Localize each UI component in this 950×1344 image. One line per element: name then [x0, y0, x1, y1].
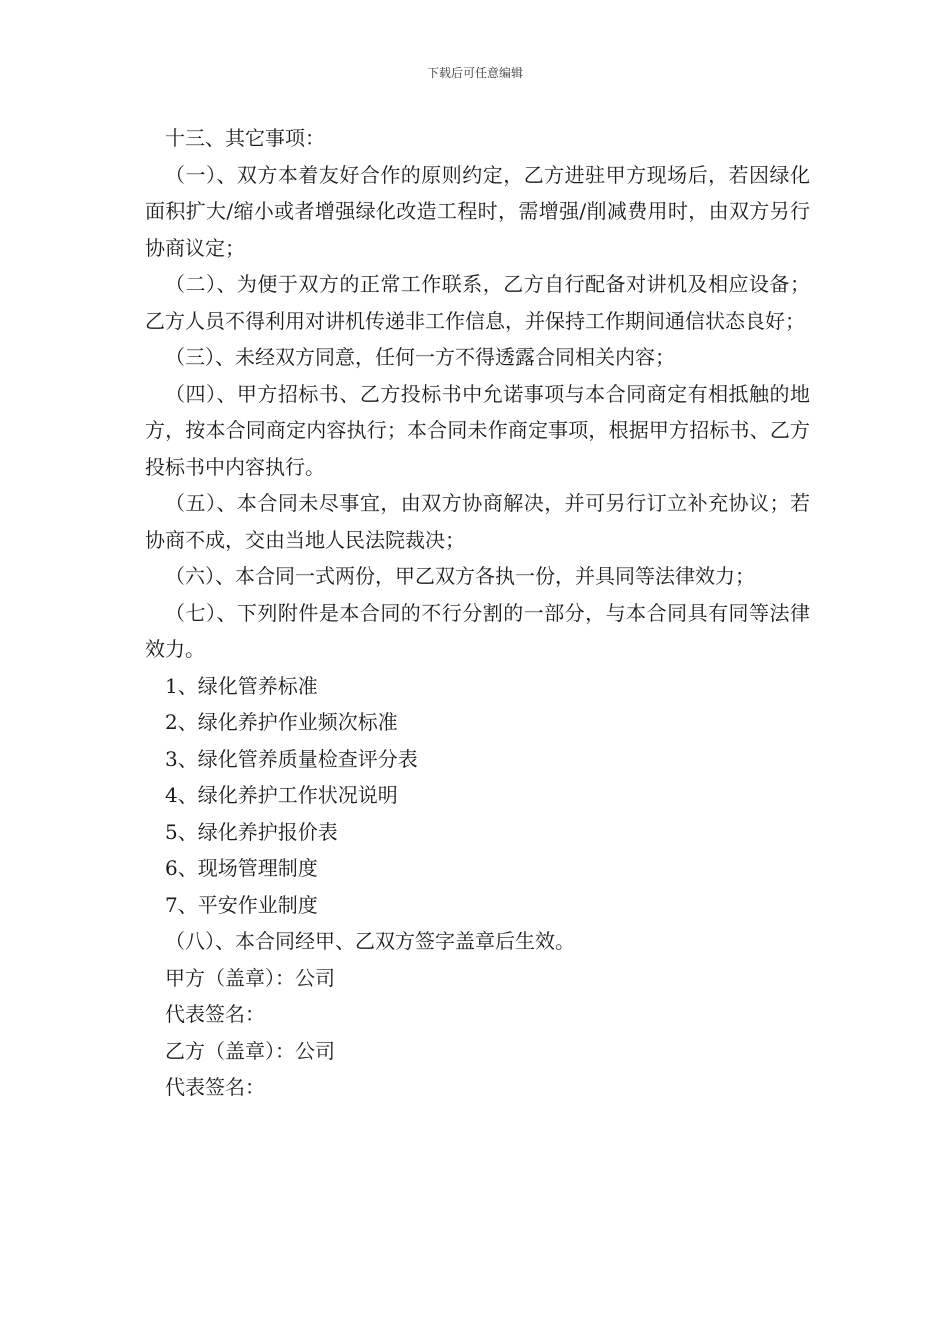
page-header-note: 下载后可任意编辑	[426, 66, 523, 80]
party-a-representative: 代表签名：	[165, 1002, 265, 1026]
attachment-item: 3、绿化管养质量检查评分表	[165, 746, 418, 771]
attachment-item: 7、平安作业制度	[165, 892, 318, 917]
paragraph-2: （二）、为便于双方的正常工作联系，乙方自行配备对讲机及相应设备；乙方人员不得利用对讲机传递非工作信息，并保持工作期间通信状态良好；	[145, 272, 810, 333]
paragraph-4: （四）、甲方招标书、乙方投标书中允诺事项与本合同商定有相抵触的地方，按本合同商定内容执行；本合同未作商定事项，根据甲方招标书、乙方投标书中内容执行。	[145, 381, 810, 479]
paragraph-7: （七）、下列附件是本合同的不行分割的一部分，与本合同具有同等法律效力。	[145, 600, 810, 661]
section-title: 十三、其它事项：	[165, 126, 325, 150]
attachment-item: 4、绿化养护工作状况说明	[165, 783, 398, 807]
paragraph-3: （三）、未经双方同意，任何一方不得透露合同相关内容；	[165, 345, 675, 369]
paragraph-5: （五）、本合同未尽事宜，由双方协商解决，并可另行订立补充协议；若协商不成，交由当地人民法院裁决；	[145, 491, 810, 552]
closing-clause: （八）、本合同经甲、乙双方签字盖章后生效。	[165, 929, 575, 953]
party-b-representative: 代表签名：	[165, 1075, 265, 1099]
attachment-item: 1、绿化管养标准	[165, 673, 318, 698]
paragraph-1: （一）、双方本着友好合作的原则约定，乙方进驻甲方现场后，若因绿化面积扩大/缩小或者增强绿化改造工程时，需增强/削减费用时，由双方另行协商议定；	[145, 162, 810, 260]
party-b-seal: 乙方（盖章）：公司	[165, 1038, 335, 1063]
attachment-item: 5、绿化养护报价表	[165, 819, 338, 844]
paragraph-6: （六）、本合同一式两份，甲乙双方各执一份，并具同等法律效力；	[165, 564, 755, 588]
attachment-item: 2、绿化养护作业频次标准	[165, 710, 398, 734]
attachment-item: 6、现场管理制度	[165, 856, 318, 880]
document-body	[145, 120, 810, 1106]
party-a-seal: 甲方（盖章）：公司	[165, 965, 335, 990]
